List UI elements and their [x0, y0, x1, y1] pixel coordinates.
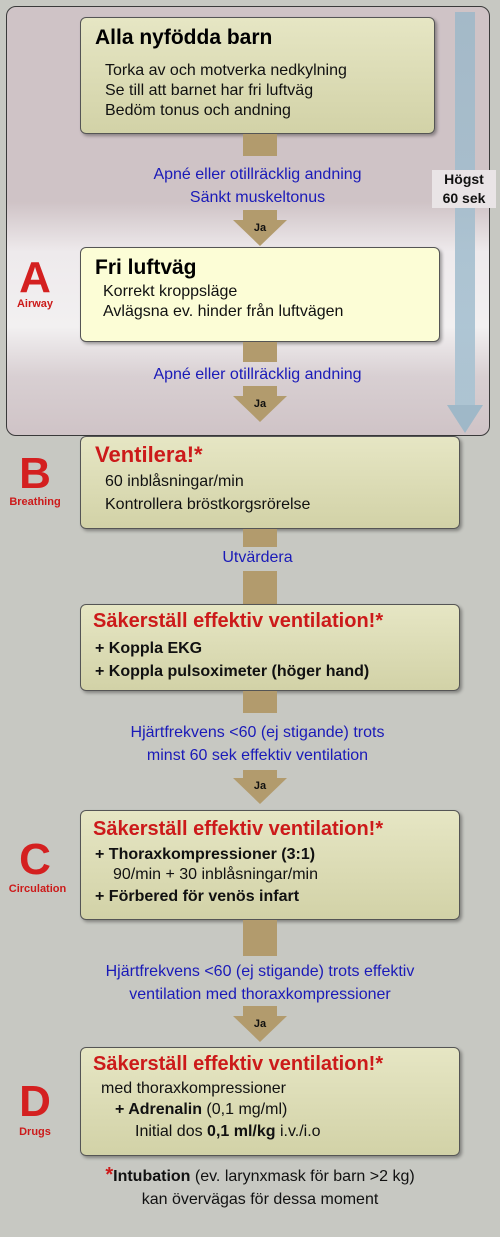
- ensure3-line: Initial dos 0,1 ml/kg i.v./i.o: [135, 1123, 321, 1140]
- ventilate-line: 60 inblåsningar/min: [105, 473, 244, 490]
- newborn-line: Torka av och motverka nedkylning: [105, 62, 347, 79]
- flow-arrow-stem: [243, 571, 277, 605]
- ensure-ventilation-box-3: [80, 1047, 460, 1156]
- ensure-ventilation-box-2: [80, 810, 460, 920]
- airway-line: Korrekt kroppsläge: [103, 283, 238, 300]
- letter-a: A: [19, 253, 51, 302]
- yes-label: Ja: [253, 1018, 267, 1030]
- airway-line: Avlägsna ev. hinder från luftvägen: [103, 303, 344, 320]
- airway-title: Fri luftväg: [95, 256, 197, 279]
- letter-d: D: [19, 1077, 51, 1126]
- airway-box: [80, 247, 440, 342]
- condition-text-1: Apné eller otillräcklig andning Sänkt muskeltonus: [153, 166, 362, 206]
- footer-note: *Intubation (ev. larynxmask för barn >2 kg) kan övervägas för dessa moment: [105, 1164, 415, 1208]
- flow-arrow-stem: [243, 134, 277, 156]
- ensure-ventilation-title-2: Säkerställ effektiv ventilation!*: [93, 818, 384, 840]
- ensure-ventilation-title-3: Säkerställ effektiv ventilation!*: [93, 1053, 384, 1075]
- newborn-line: Bedöm tonus och andning: [105, 102, 291, 119]
- evaluate-text: Utvärdera: [222, 549, 293, 566]
- flow-arrow-stem: [243, 210, 277, 220]
- flow-arrow-stem: [243, 920, 277, 956]
- yes-label: Ja: [253, 222, 267, 234]
- ventilate-line: Kontrollera bröstkorgsrörelse: [105, 496, 311, 513]
- yes-label: Ja: [253, 398, 267, 410]
- ensure3-line: med thoraxkompressioner: [101, 1080, 286, 1097]
- ensure3-line: + Adrenalin (0,1 mg/ml): [115, 1101, 288, 1118]
- timer-arrow-icon: [447, 405, 483, 433]
- ensure-ventilation-title-1: Säkerställ effektiv ventilation!*: [93, 610, 384, 632]
- condition-text-4: Hjärtfrekvens <60 (ej stigande) trots effektiv ventilation med thoraxkompressioner: [105, 963, 415, 1003]
- flow-arrow-stem: [243, 691, 277, 713]
- letter-c-label: Circulation: [8, 883, 67, 895]
- letter-c: C: [19, 835, 51, 884]
- letter-a-label: Airway: [16, 298, 54, 310]
- flow-arrow-stem: [243, 770, 277, 778]
- letter-b-label: Breathing: [9, 496, 61, 508]
- ensure1-line: + Koppla EKG: [95, 640, 203, 657]
- ensure2-line: + Förbered för venös infart: [95, 888, 300, 905]
- letter-d-label: Drugs: [19, 1126, 51, 1138]
- letter-b: B: [19, 449, 51, 498]
- flow-arrow-stem: [243, 529, 277, 547]
- ensure1-line: + Koppla pulsoximeter (höger hand): [95, 663, 370, 680]
- newborn-box: [80, 17, 435, 134]
- ensure2-line: 90/min + 30 inblåsningar/min: [113, 866, 319, 883]
- newborn-line: Se till att barnet har fri luftväg: [105, 82, 314, 99]
- flow-arrow-stem: [243, 386, 277, 396]
- ensure2-line: + Thoraxkompressioner (3:1): [95, 846, 316, 863]
- condition-text-2: Apné eller otillräcklig andning: [153, 366, 362, 383]
- ventilate-title: Ventilera!*: [95, 442, 203, 467]
- flow-arrow-stem: [243, 342, 277, 362]
- newborn-title: Alla nyfödda barn: [95, 26, 273, 49]
- flow-arrow-stem: [243, 1006, 277, 1016]
- timer-label: Högst 60 sek: [432, 170, 496, 208]
- ventilate-box: [80, 436, 460, 529]
- yes-label: Ja: [253, 780, 267, 792]
- timer-bar: [455, 12, 475, 412]
- condition-text-3: Hjärtfrekvens <60 (ej stigande) trots minst 60 sek effektiv ventilation: [130, 724, 385, 764]
- ensure-ventilation-box-1: [80, 604, 460, 691]
